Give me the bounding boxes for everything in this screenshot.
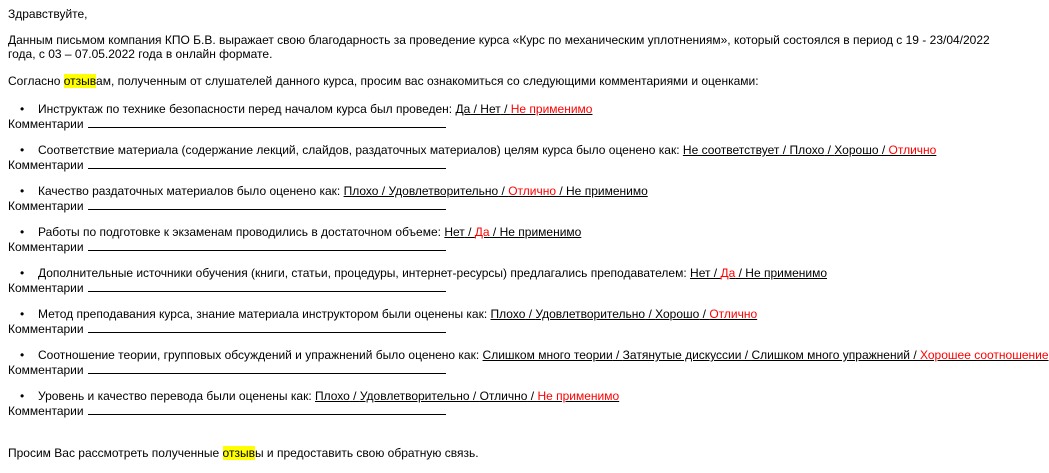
comment-underline [88,116,446,128]
answer-option: / [470,102,481,116]
greeting: Здравствуйте, [8,7,88,21]
answer-option: / [824,143,835,157]
feedback-item [8,266,1000,307]
bullet-icon: • [20,307,25,321]
answer-option: Нет [480,102,501,116]
comment-line [8,280,1000,294]
closing-text-after: ы и предоставить свою обратную связь. [254,446,479,460]
answer-option: / [699,307,710,321]
comment-line [8,116,1000,130]
feedback-question: Соответствие материала (содержание лекций, слайдов, раздаточных материалов) целям курса было оценено как: [38,143,680,157]
answer-option: / [910,348,921,362]
feedback-list [8,102,1049,430]
answer-option: Плохо [490,307,526,321]
answer-option: Плохо [789,143,825,157]
answer-option: / [779,143,790,157]
answer-options [483,348,1049,362]
closing-highlight: отзыв [222,446,255,460]
answer-option: / [464,225,475,239]
answer-option: / [741,348,752,362]
answer-selected: Не применимо [537,389,620,403]
answer-option: Да [455,102,471,116]
answer-tail: / Не применимо [735,266,828,280]
comment-underline [88,362,446,374]
answer-option: Не соответствует [682,143,780,157]
comment-line [8,157,1000,171]
answer-options [455,102,592,116]
lead-text-after: ам, полученным от слушателей данного курса, просим вас ознакомиться со следующими комментариями и оценками: [96,74,759,88]
feedback-question-line [8,143,1000,157]
comment-line [8,198,1000,212]
feedback-question: Качество раздаточных материалов было оценено как: [38,184,341,198]
comment-underline [88,157,446,169]
bullet-icon: • [20,348,25,362]
comment-label: Комментарии [8,158,84,172]
answer-option: Плохо [343,184,379,198]
comment-label: Комментарии [8,199,84,213]
comment-underline [88,321,446,333]
answer-option: / [645,307,656,321]
answer-option: Нет [444,225,465,239]
comment-line [8,239,1000,253]
lead-paragraph [8,74,759,88]
answer-selected: Да [474,225,490,239]
answer-selected: Хорошее соотношение [920,348,1049,362]
bullet-icon: • [20,143,25,157]
answer-option: Удовлетворительно [359,389,470,403]
feedback-question: Дополнительные источники обучения (книги, статьи, процедуры, интернет-ресурсы) предлагались преподавателем: [38,266,687,280]
bullet-icon: • [20,225,25,239]
answer-option: Затянутые дискуссии [622,348,742,362]
answer-selected: Отлично [508,184,557,198]
answer-options [491,307,758,321]
comment-underline [88,280,446,292]
bullet-icon: • [20,266,25,280]
answer-options [444,225,581,239]
comment-underline [88,198,446,210]
answer-option: / [349,389,360,403]
bullet-icon: • [20,184,25,198]
closing-paragraph [8,446,479,460]
feedback-question: Инструктаж по технике безопасности перед началом курса был проведен: [38,102,453,116]
answer-option: / [527,389,538,403]
answer-option: / [378,184,389,198]
feedback-question-line [8,102,1000,116]
comment-underline [88,239,446,251]
answer-selected: Да [720,266,736,280]
answer-option: / [878,143,889,157]
answer-option: / [612,348,623,362]
lead-highlight: отзыв [63,74,97,88]
answer-selected: Не применимо [510,102,593,116]
feedback-question-line [8,307,1000,321]
feedback-item [8,348,1049,389]
feedback-question-line [8,184,1000,198]
answer-option: Слишком много теории [482,348,613,362]
feedback-item [8,102,1000,143]
answer-tail: / Не применимо [556,184,648,198]
comment-underline [88,403,446,415]
feedback-item [8,389,1000,430]
feedback-question: Работы по подготовке к экзаменам проводились в достаточном объеме: [38,225,441,239]
comment-label: Комментарии [8,363,84,377]
answer-option: Отлично [479,389,528,403]
answer-selected: Отлично [709,307,758,321]
bullet-icon: • [20,102,25,116]
feedback-question-line [8,266,1000,280]
feedback-item [8,184,1000,225]
comment-label: Комментарии [8,322,84,336]
answer-option: Плохо [315,389,350,403]
answer-option: / [710,266,721,280]
answer-option: Нет [690,266,711,280]
feedback-question: Соотношение теории, групповых обсуждений и упражнений было оценено как: [38,348,480,362]
feedback-item [8,225,1000,266]
comment-label: Комментарии [8,240,84,254]
answer-option: Удовлетворительно [535,307,646,321]
feedback-question: Уровень и качество перевода были оценены как: [38,389,312,403]
answer-tail: / Не применимо [489,225,582,239]
comment-line [8,321,1000,335]
comment-label: Комментарии [8,404,84,418]
answer-options [683,143,936,157]
answer-option: / [498,184,509,198]
answer-option: Слишком много упражнений [751,348,910,362]
comment-line [8,362,1000,376]
closing-text-before: Просим Вас рассмотреть полученные [8,446,223,460]
answer-options [315,389,619,403]
feedback-question-line [8,225,1000,239]
answer-options [344,184,648,198]
comment-label: Комментарии [8,117,84,131]
answer-option: Удовлетворительно [388,184,499,198]
answer-options [690,266,827,280]
answer-option: Хорошо [655,307,700,321]
intro-paragraph: Данным письмом компания КПО Б.В. выражает свою благодарность за проведение курса «Курс по механическим уплотнениям», который состоялся в период с 19 - 23/04/2022 года, с 03 – 07.05.2022 года в онлайн формате. [8,33,990,61]
feedback-item [8,143,1000,184]
comment-line [8,403,1000,417]
feedback-question: Метод преподавания курса, знание материала инструктором были оценены как: [38,307,488,321]
comment-label: Комментарии [8,281,84,295]
answer-option: / [525,307,536,321]
answer-option: Хорошо [834,143,879,157]
bullet-icon: • [20,389,25,403]
feedback-item [8,307,1000,348]
answer-option: / [500,102,511,116]
feedback-question-line [8,389,1000,403]
answer-option: / [469,389,480,403]
feedback-question-line [8,348,1049,362]
lead-text-before: Согласно [8,74,64,88]
answer-selected: Отлично [888,143,937,157]
